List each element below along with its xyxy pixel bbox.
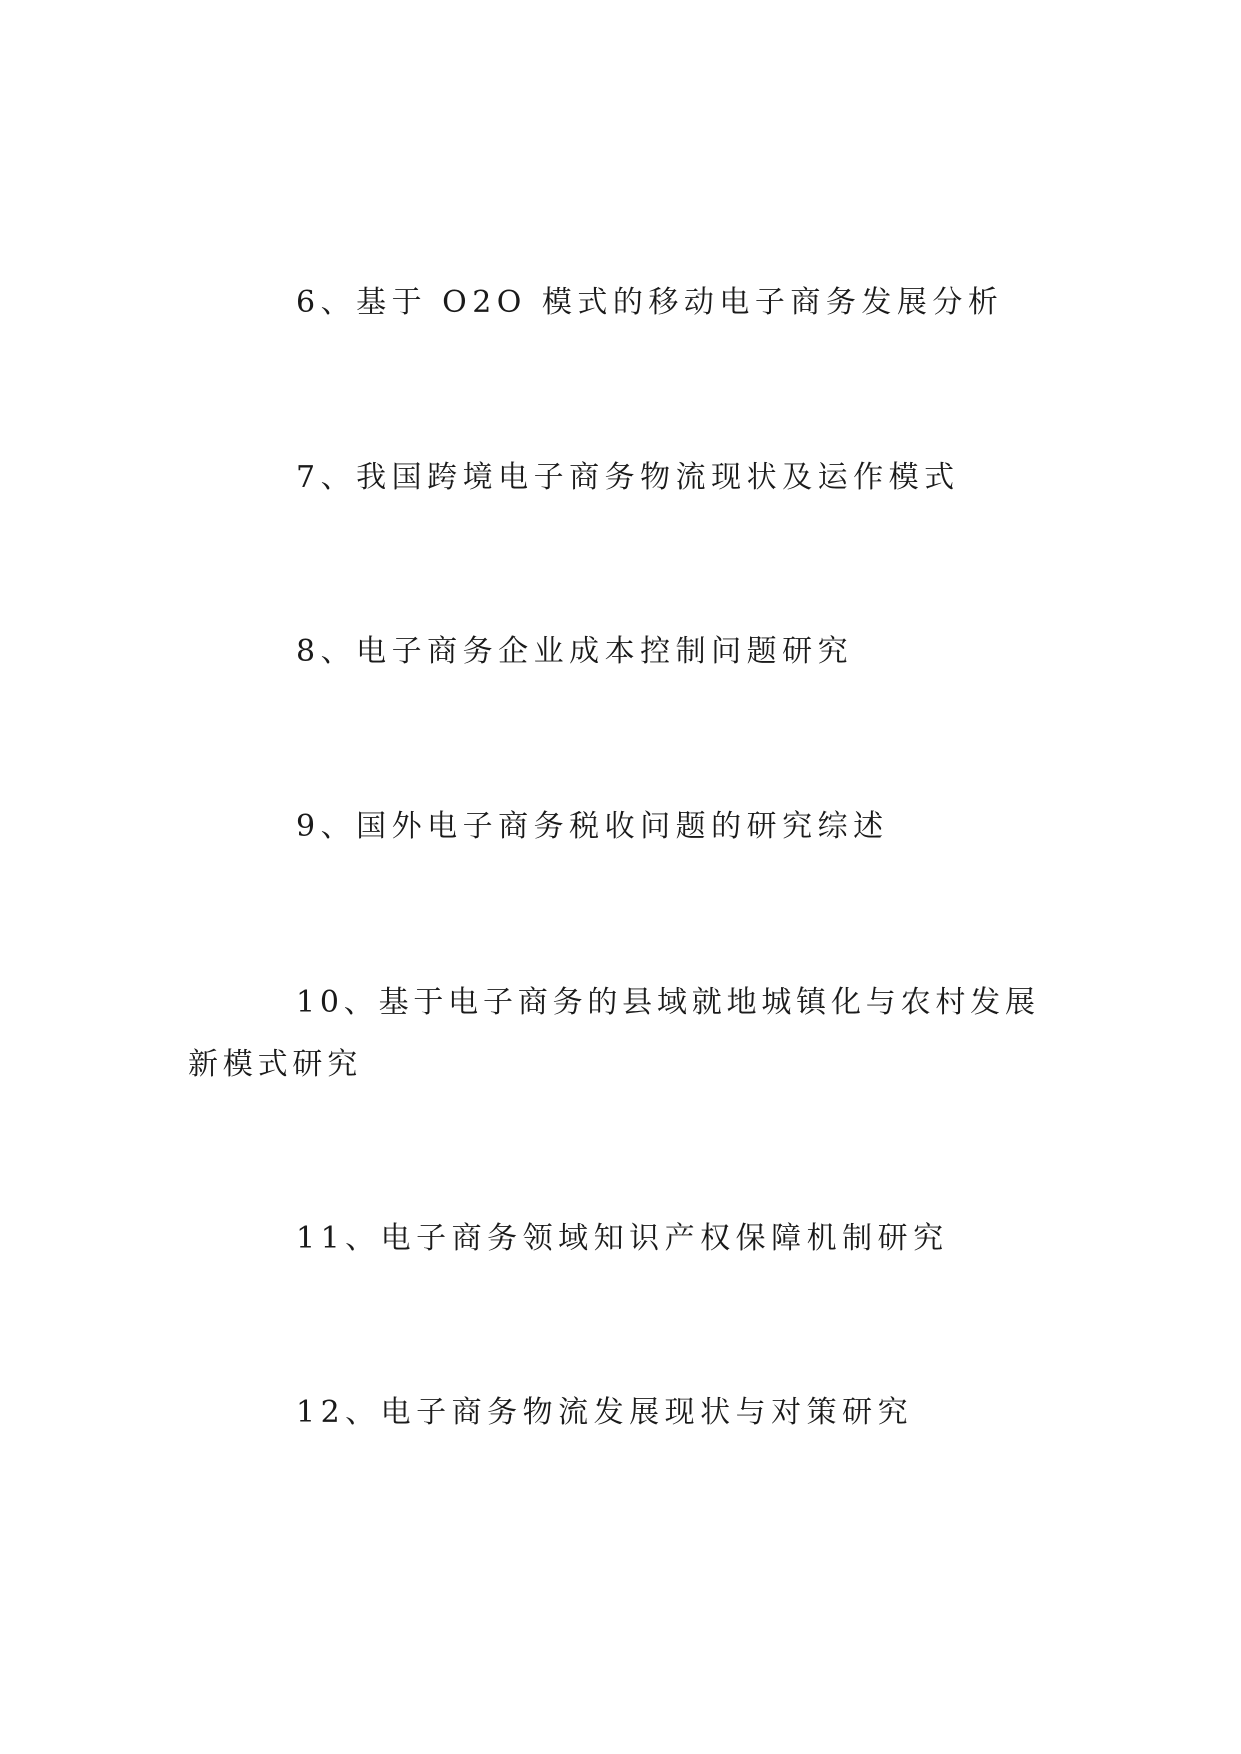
list-item: 6、基于 O2O 模式的移动电子商务发展分析 bbox=[296, 285, 1004, 320]
list-item: 7、我国跨境电子商务物流现状及运作模式 bbox=[296, 460, 960, 495]
list-item: 11、电子商务领域知识产权保障机制研究 bbox=[296, 1221, 949, 1256]
list-item: 9、国外电子商务税收问题的研究综述 bbox=[296, 809, 889, 844]
list-item: 8、电子商务企业成本控制问题研究 bbox=[296, 634, 854, 669]
list-item: 10、基于电子商务的县域就地城镇化与农村发展新模式研究 bbox=[188, 985, 1040, 1082]
list-item: 12、电子商务物流发展现状与对策研究 bbox=[296, 1395, 914, 1430]
